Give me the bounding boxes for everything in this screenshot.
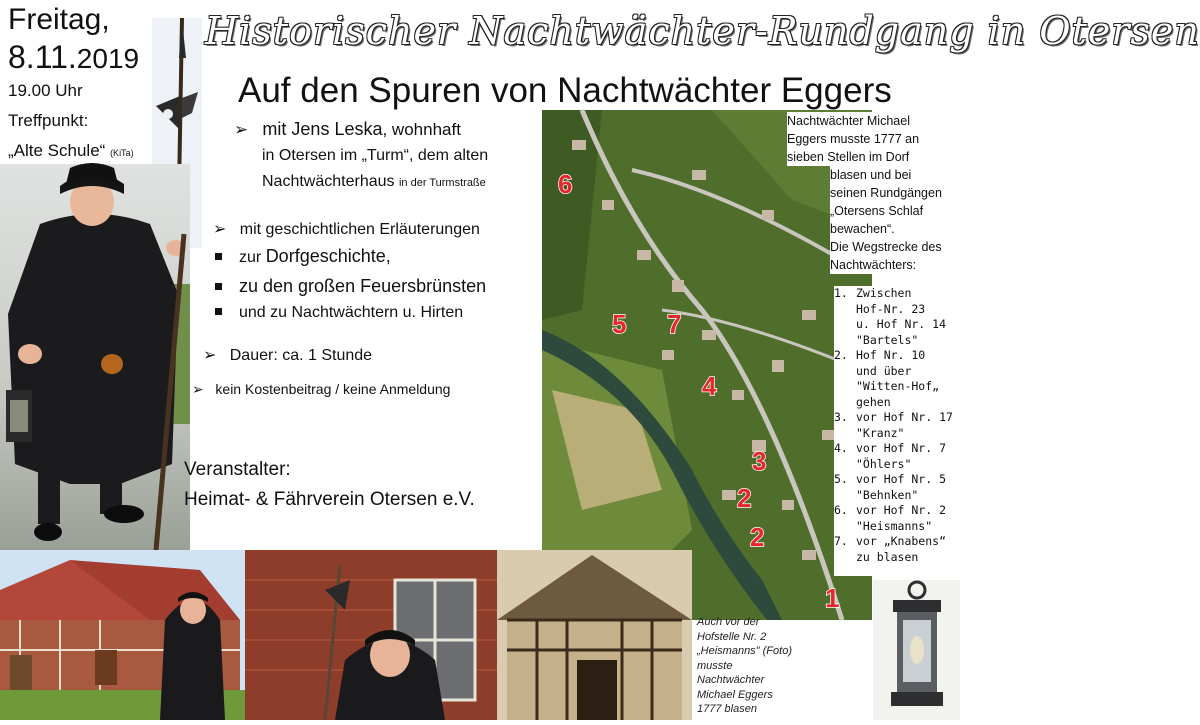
watchman-note-body	[830, 166, 960, 274]
history-bullet	[213, 219, 480, 240]
route-step	[834, 503, 960, 534]
route-step	[834, 286, 960, 348]
note-line: Nachtwächters:	[830, 258, 917, 272]
map-station-2b: 2	[750, 522, 765, 552]
note-line: Die Wegstrecke des	[830, 240, 942, 254]
route-step-number: 7.	[834, 534, 848, 548]
route-step	[834, 534, 960, 565]
history-text: mit geschichtlichen Erläuterungen	[239, 221, 480, 238]
lantern-icon	[873, 580, 960, 720]
arrow-bullet-icon: ➢	[192, 382, 204, 398]
school-building-photo	[0, 550, 245, 720]
guide-line-2: in Otersen im „Turm“, dem alten	[262, 147, 489, 164]
route-step-text: Zwischen Hof-Nr. 23 u. Hof Nr. 14 "Bartels"	[856, 286, 947, 347]
event-date-daymonth: 8.11.	[8, 39, 77, 75]
topic-watchmen	[213, 302, 463, 324]
duration-text: Dauer: ca. 1 Stunde	[229, 347, 373, 364]
note-line: „Otersens Schlaf	[830, 204, 924, 218]
topic-main: Dorfgeschichte,	[265, 246, 391, 266]
guide-bullet	[234, 118, 461, 141]
guide-residence: , wohnhaft	[382, 120, 461, 139]
page-subtitle: Auf den Spuren von Nachtwächter Eggers	[238, 71, 892, 110]
cost-text: kein Kostenbeitrag / keine Anmeldung	[215, 381, 451, 397]
route-step-number: 5.	[834, 472, 848, 486]
arrow-bullet-icon: ➢	[203, 345, 217, 364]
map-station-2a: 2	[737, 483, 752, 513]
note-line: seinen Rundgängen	[830, 186, 942, 200]
meeting-point-note: (KiTa)	[110, 148, 134, 158]
route-step-number: 2.	[834, 348, 848, 362]
heismanns-farmhouse-photo	[497, 550, 692, 720]
route-step-number: 3.	[834, 410, 848, 424]
duration-bullet	[203, 345, 372, 366]
meeting-point-label: Treffpunkt:	[8, 111, 89, 130]
event-date	[8, 38, 139, 78]
route-step	[834, 410, 960, 441]
route-step-text: vor Hof Nr. 5 "Behnken"	[856, 472, 947, 502]
route-step-number: 6.	[834, 503, 848, 517]
guide-house: Nachtwächterhaus	[262, 173, 395, 190]
night-watchman-photo	[0, 164, 190, 550]
event-date-year: 2019	[76, 43, 140, 74]
organizer-name: Heimat- & Fährverein Otersen e.V.	[184, 489, 475, 510]
guide-line-3	[262, 172, 486, 193]
square-bullet-icon	[215, 283, 222, 290]
guide-street: in der Turmstraße	[398, 177, 486, 189]
topic-prefix: zur	[239, 249, 262, 266]
map-station-7: 7	[667, 309, 682, 339]
route-step-number: 4.	[834, 441, 848, 455]
route-step	[834, 472, 960, 503]
route-step-text: vor Hof Nr. 2 "Heismanns"	[856, 503, 947, 533]
route-step-text: vor Hof Nr. 17 "Kranz"	[856, 410, 953, 440]
map-station-4: 4	[702, 371, 717, 401]
cost-bullet	[192, 380, 450, 399]
organizer-label: Veranstalter:	[184, 459, 291, 480]
square-bullet-icon	[215, 308, 222, 315]
watchman-portrait-photo	[245, 550, 497, 720]
note-line: sieben Stellen im Dorf	[787, 150, 910, 164]
event-day: Freitag,	[8, 3, 110, 36]
watchman-note-intro	[787, 112, 959, 166]
meeting-point-name: „Alte Schule“	[8, 141, 106, 160]
arrow-bullet-icon: ➢	[234, 120, 249, 140]
map-station-5: 5	[612, 309, 627, 339]
route-step-text: Hof Nr. 10 und über "Witten-Hof„ gehen	[856, 348, 940, 409]
photo-caption: Auch vor der Hofstelle Nr. 2 „Heismanns" (Foto) musste Nachtwächter Michael Eggers 1777 blasen	[697, 616, 792, 715]
route-step-text: vor „Knabens“ zu blasen	[856, 534, 947, 564]
route-step	[834, 348, 960, 410]
map-station-6: 6	[558, 169, 573, 199]
note-line: Eggers musste 1777 an	[787, 132, 920, 146]
topic-fires-text: zu den großen Feuersbrünsten	[239, 276, 487, 296]
note-line: bewachen“.	[830, 222, 895, 236]
guide-name: mit Jens Leska	[262, 119, 383, 139]
gothic-title: Historischer Nachtwächter-Rundgang in Otersen	[205, 9, 1200, 53]
event-time: 19.00 Uhr	[8, 81, 83, 100]
topic-village-history	[213, 245, 391, 269]
route-step-text: vor Hof Nr. 7 "Öhlers"	[856, 441, 947, 471]
route-step-number: 1.	[834, 286, 848, 300]
topic-fires	[213, 275, 486, 297]
note-line: Nachtwächter Michael	[787, 114, 910, 128]
meeting-point-place	[8, 140, 134, 164]
route-steps-list	[834, 286, 960, 576]
aerial-route-map	[542, 110, 872, 620]
map-station-1: 1	[825, 583, 840, 613]
topic-watchmen-text: und zu Nachtwächtern u. Hirten	[239, 304, 464, 321]
map-station-3: 3	[752, 446, 767, 476]
square-bullet-icon	[215, 253, 222, 260]
route-step	[834, 441, 960, 472]
note-line: blasen und bei	[830, 168, 912, 182]
arrow-bullet-icon: ➢	[213, 219, 227, 238]
